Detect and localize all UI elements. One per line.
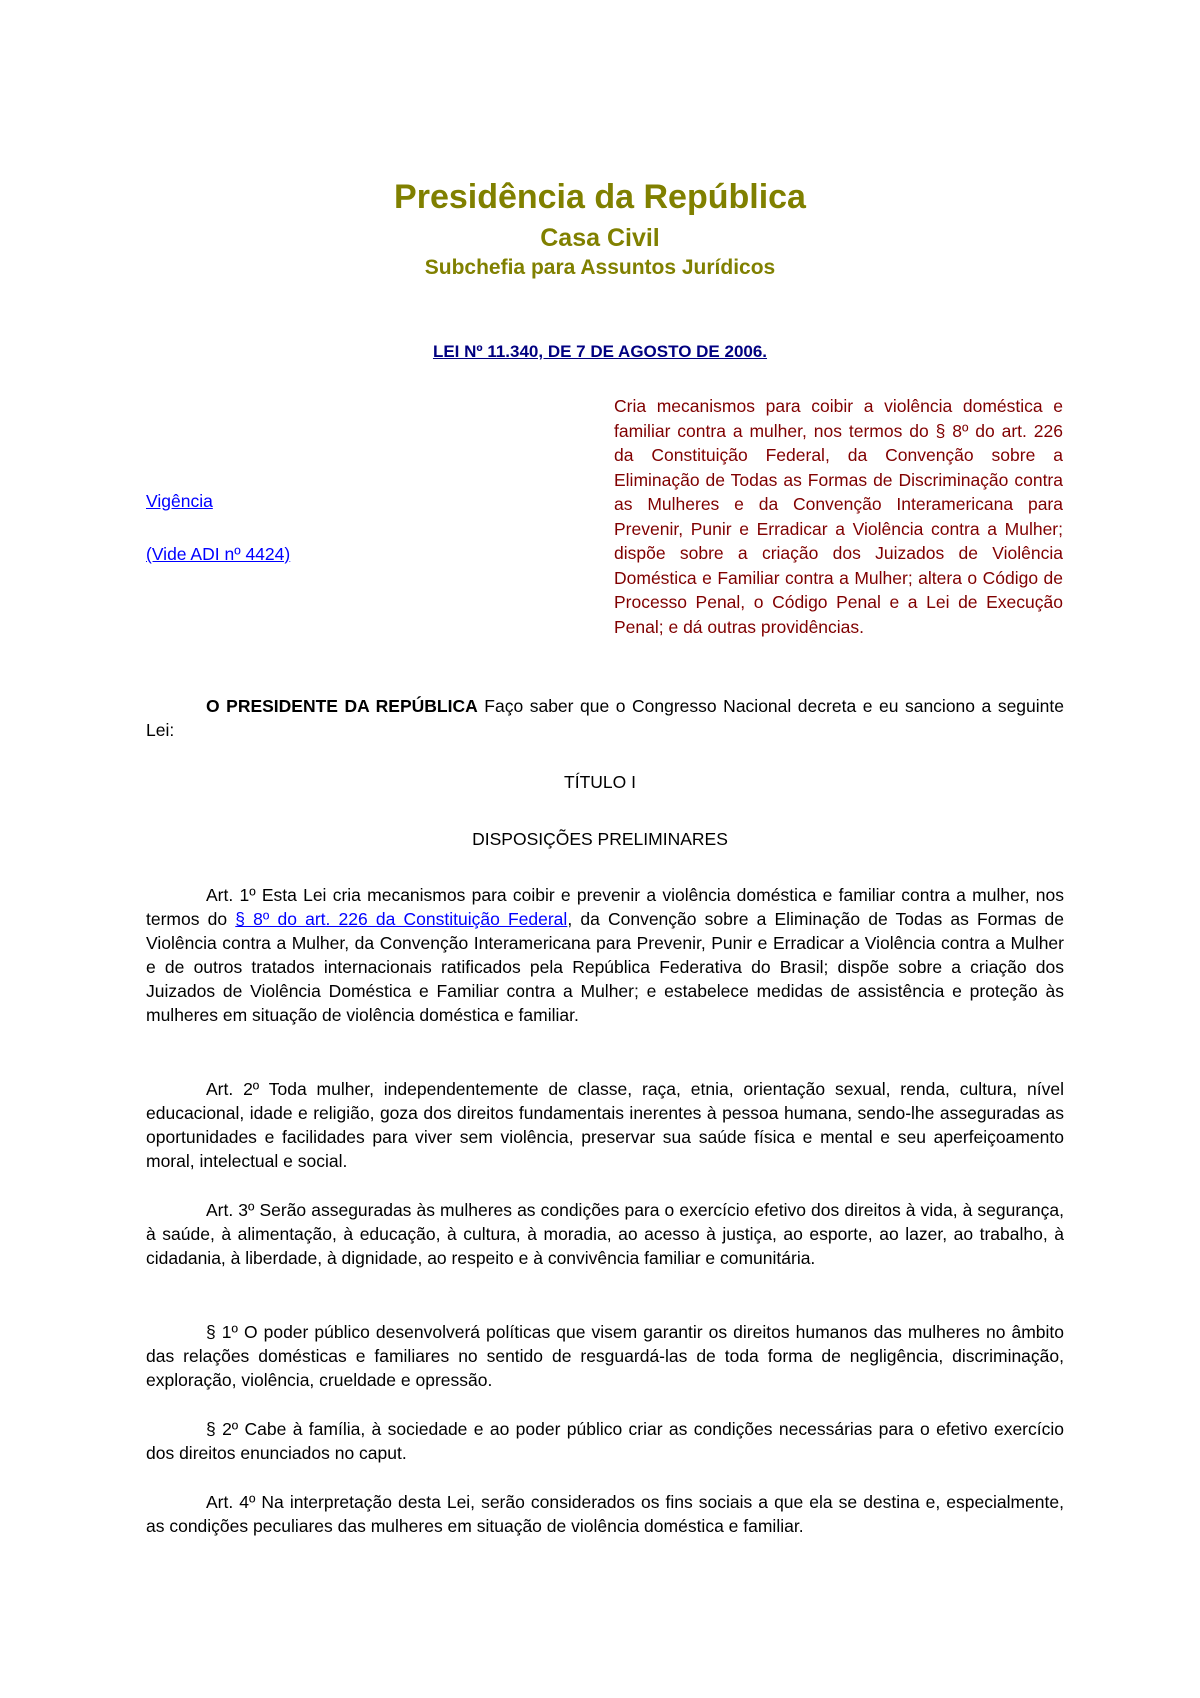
law-title-link[interactable]: LEI Nº 11.340, DE 7 DE AGOSTO DE 2006. [432,342,768,361]
art1-text-b: , da Convenção sobre a Eliminação de Todas as Formas de Violência contra a Mulher, da Convenção Interamericana para Prevenir, Punir e Erradicar a Violência contra a Mulher e de outros tratados internacionais ratificados pela República Federativa do Brasil; dispõe sobre a criação dos Juizados de Violência Doméstica e Familiar contra a Mulher; e estabelece medidas de assistência e proteção às mulheres em situação de violência doméstica e familiar. [146,909,1064,1025]
preamble-bold: O PRESIDENTE DA REPÚBLICA [206,696,478,716]
article-3-paragraph-1: § 1º O poder público desenvolverá políticas que visem garantir os direitos humanos das mulheres no âmbito das relações domésticas e familiares no sentido de resguardá-las de toda forma de negligência, discriminação, exploração, violência, crueldade e opressão. [146,1322,1064,1390]
article-3-paragraph-2: § 2º Cabe à família, à sociedade e ao poder público criar as condições necessárias para o efetivo exercício dos direitos enunciados no caput. [146,1419,1064,1463]
constitution-link[interactable]: § 8º do art. 226 da Constituição Federal [235,909,568,929]
article-2: Art. 2º Toda mulher, independentemente de classe, raça, etnia, orientação sexual, renda, cultura, nível educacional, idade e religião, goza dos direitos fundamentais inerentes à pessoa humana, sendo-lhe asseguradas as oportunidades e facilidades para viver sem violência, preservar sua saúde física e mental e seu aperfeiçoamento moral, intelectual e social. [146,1079,1064,1171]
header-office: Casa Civil [540,224,660,252]
header-org: Presidência da República [394,178,806,216]
titulo-name: DISPOSIÇÕES PRELIMINARES [472,829,728,849]
vigencia-link[interactable]: Vigência [146,491,213,511]
law-ementa: Cria mecanismos para coibir a violência doméstica e familiar contra a mulher, nos termos do § 8º do art. 226 da Constituição Federal, da Convenção sobre a Eliminação de Todas as Formas de Discriminação contra as Mulheres e da Convenção Interamericana para Prevenir, Punir e Erradicar a Violência contra a Mulher; dispõe sobre a criação dos Juizados de Violência Doméstica e Familiar contra a Mulher; altera o Código de Processo Penal, o Código Penal e a Lei de Execução Penal; e dá outras providências. [614,396,1063,637]
art1-text-a: Esta Lei cria mecanismos para coibir e prevenir a violência doméstica e familiar contra a mulher, nos termos do [146,885,1064,929]
vide-adi-link[interactable]: (Vide ADI nº 4424) [146,544,291,564]
art1-label: Art. 1º [206,885,256,905]
titulo-heading: TÍTULO I [564,772,636,792]
header-division: Subchefia para Assuntos Jurídicos [424,256,776,279]
preamble [146,694,1064,742]
preamble-text: Faço saber que o Congresso Nacional decreta e eu sanciono a seguinte Lei: [146,696,1064,740]
article-1 [146,883,1064,1027]
article-3: Art. 3º Serão asseguradas às mulheres as condições para o exercício efetivo dos direitos à vida, à segurança, à saúde, à alimentação, à educação, à cultura, à moradia, ao acesso à justiça, ao esporte, ao lazer, ao trabalho, à cidadania, à liberdade, à dignidade, ao respeito e à convivência familiar e comunitária. [146,1200,1064,1268]
article-4: Art. 4º Na interpretação desta Lei, serão considerados os fins sociais a que ela se destina e, especialmente, as condições peculiares das mulheres em situação de violência doméstica e familiar. [146,1492,1064,1536]
